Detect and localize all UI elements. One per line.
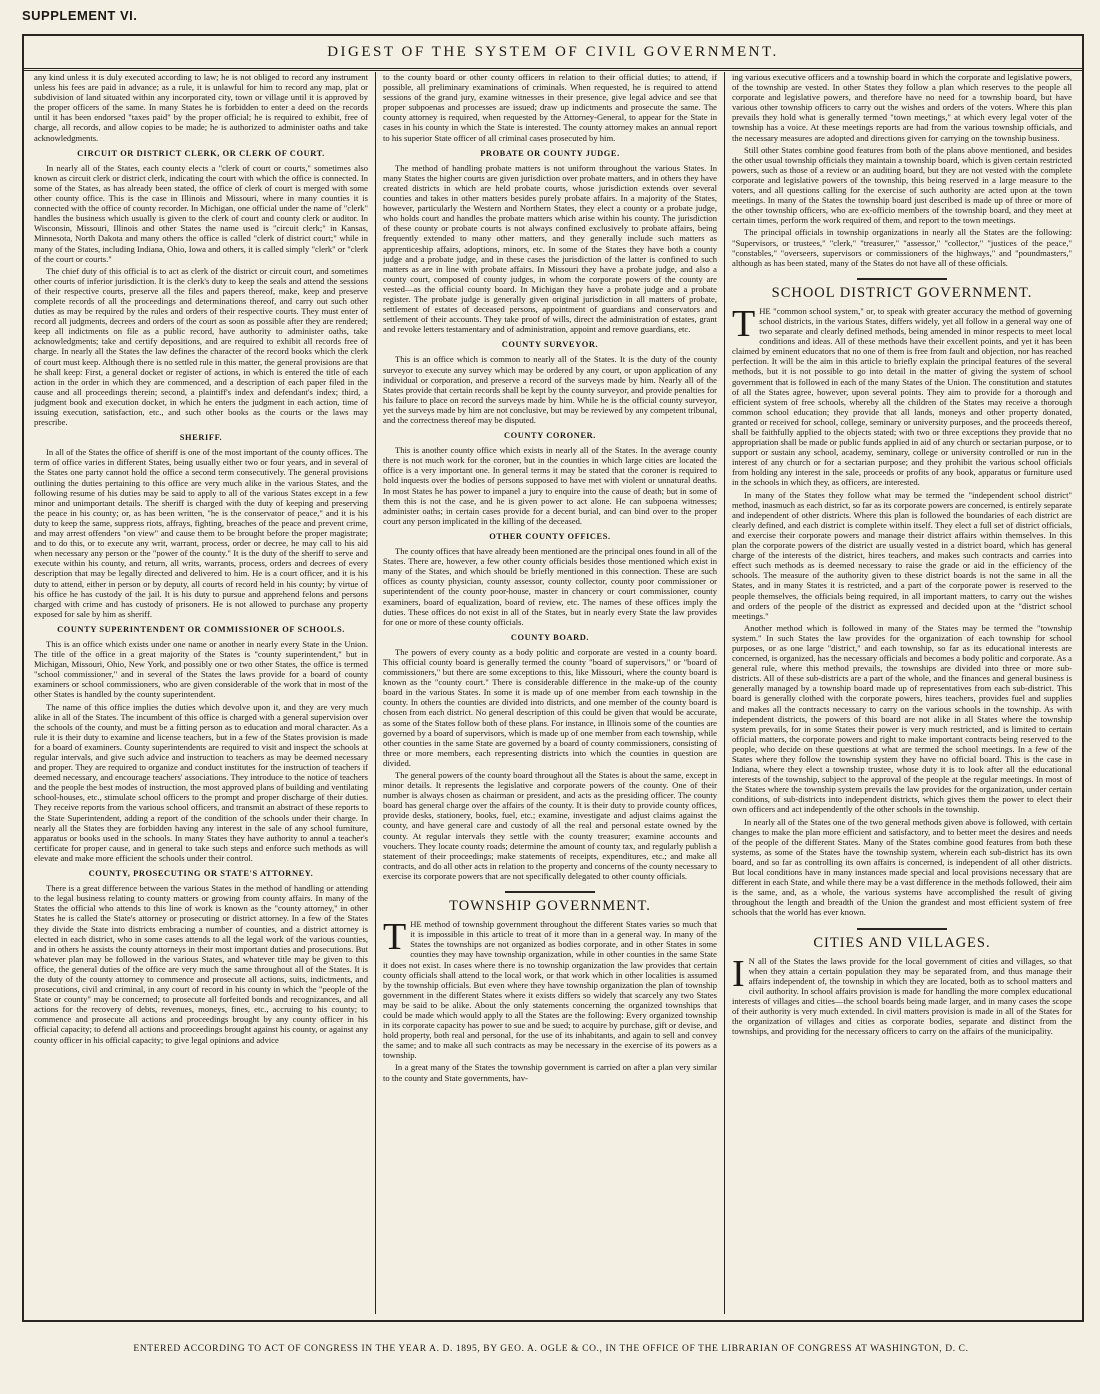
paragraph — [732, 302, 1072, 488]
paragraph: In a great many of the States the township government is carried on after a plan very similar to the county and State governments, hav- — [383, 1062, 717, 1083]
heading-probate-judge: PROBATE OR COUNTY JUDGE. — [480, 148, 620, 158]
col3-intro: ing various executive officers and a township board in which the corporate and legislative powers, of the township are vested. In other States they follow a plan which reserves to the people all corporate and legislative powers, and therefore have no need for a township board, but have various other township officers to carry out the wishes and orders of the voters. Where this plan prevails they hold what is generally termed "town meetings," at which every legal voter of the township has a voice. At these meetings reports are had from the various township officials, and the necessary measures are adopted and directions given for carrying on the township business. — [732, 72, 1072, 143]
school-section-header — [732, 278, 1072, 301]
paragraph: This is an office which is common to nearly all of the States. It is the duty of the county surveyor to execute any survey which may be ordered by any court, or upon application of any individual or corporation, and preserve a record of the surveys made by him. Nearly all of the States provide that certain records shall be kept by the county surveyor, and provide penalties for his failure to place on record the surveys made by him. While he is the official county surveyor, yet the surveys made by him are not conclusive, but may be reviewed by any competent tribunal, and the correctness thereof may be disputed. — [383, 354, 717, 425]
paragraph: Still other States combine good features from both of the plans above mentioned, and besides the other usual township officials they maintain a township board, which is given certain restricted powers, such as those of a review or an auditing board, but they are not vested with the complete corporate and legislative powers of the township, this being reserved in a large measure to the voters, and all questions calling for the exercise of such authority are acted upon at the town meetings. In many of the States the township board just described is made up of three or more of the other township officers, who are ex-officio members of the township board, and they meet at certain times, perform the work required of them, and report to the town meetings. — [732, 144, 1072, 226]
paragraph: The powers of every county as a body politic and corporate are vested in a county board. This official county board is generally termed the county "board of supervisors," or "board of commissioners," but there are some exceptions to this, like Missouri, where the county board is known as the "county court." There is considerable difference in the make-up of the county board in the various States. In some it is made up of one member from each township in the county. In others the counties are divided into districts, and one member of the county board is chosen from each district. No general description of this could be given that would be accurate, as some of the States follow both of these plans. For instance, in Illinois some of the counties are governed by a board of supervisors, which is made up of one member from each township, while other counties in the same State are governed by a board of county commissioners, consisting of three or more members, each representing districts into which the counties in question are divided. — [383, 646, 717, 768]
heading-sheriff: SHERIFF. — [179, 433, 223, 443]
page-frame — [22, 34, 1084, 1322]
township-section-header — [383, 891, 717, 915]
col1-intro: any kind unless it is duly executed according to law; he is not obliged to record any instrument unless his fees are paid in advance; as a rule, it is unlawful for him to record any map, plat or subdivision of land situated within any incorporated city, town or village until it is approved by the proper officers of the same. In many States he is forbidden to enter a deed on the records until it has been endorsed "taxes paid" by the proper official; he is required to exhibit, free of charge, all records, and allow copies to be made; he is authorized to administer oaths and take acknowledgments. — [34, 72, 368, 143]
drop-cap: I — [732, 952, 745, 995]
paragraph — [383, 916, 717, 1061]
cities-section-header — [732, 928, 1072, 951]
heading-school-district-government: SCHOOL DISTRICT GOVERNMENT. — [771, 284, 1033, 301]
column-divider-2 — [724, 72, 725, 1314]
drop-cap: T — [383, 916, 407, 959]
section-rule — [857, 928, 947, 930]
section-rule — [857, 278, 947, 280]
paragraph: There is a great difference between the various States in the method of handling or attending to the legal business relating to county matters or growing from county affairs. In many of the States the official who attends to this line of work is known as the "county attorney," in other States he is called the State's attorney or prosecuting or district attorney. In a few of the States they divide the State into districts embracing a number of counties, and a district attorney is elected in each district, who in some cases attends to all the legal work of the various counties, and in others he assists the county attorneys in their most important duties and prosecutions. But whatever plan may be followed in the various States, and whatever title may be given to this office, the general duties of the office are very much the same throughout all of the States. It is the duty of the county attorney to commence and prosecute all actions, suits, indictments, and prosecutions, civil and criminal, in any court of record in his county in which the "people of the State or county" may be concerned; to prosecute all forfeited bonds and recognizances, and all actions for the recovery of debts, revenues, moneys, fines, etc., accruing to his county; to commence and prosecute all actions and proceedings brought by any county officer in his official capacity; to defend all actions and proceedings brought against his county, or against any county officer in his official capacity; to give legal opinions and advice — [34, 883, 368, 1045]
paragraph-text: HE method of township government throughout the different States varies so much that it is impossible in this article to treat of it more than in a general way. In many of the States the townships are not organized as bodies corporate, and in other States in some counties they may have township organization, while in other counties in the same State it does not exist. In cases where there is no township organization the law provides that certain county officials shall attend to the local work, or that work which in other localities is assumed by the township officials. But even where they have township organization the plan of township government in the different States where it exists differs so widely that scarcely any two States may be said to be alike. About the only statements concerning the organized townships that could be made which would apply to all the States are the following: Every organized township in its corporate capacity has power to sue and be sued; to acquire by purchase, gift or devise, and hold property, both real and personal, for the use of its inhabitants, and again to sell and convey the same; and to make all such contracts as may be necessary in the exercise of its powers as a township. — [383, 919, 717, 1061]
paragraph-text: N all of the States the laws provide for the local government of cities and villages, so that when they attain a certain population they may be separated from, and thus manage their affairs independent of, the township in which they are located, both as to school matters and civil authority. In school affairs provision is made for handling the more complex educational interests of villages and cities—the school boards being made larger, and in many cases the scope of their authority is very much extended. In civil matters provision is made in all of the States for the organization of villages and cities as corporate bodies, separate and distinct from the townships, and providing for the necessary officers to carry on the affairs of the municipality. — [732, 955, 1072, 1037]
paragraph: The general powers of the county board throughout all the States is about the same, except in minor details. It represents the legislative and corporate powers of the county. One of their number is always chosen as chairman or president, and acts as the presiding officer. The county board has general charge over the affairs of the county. It is their duty to provide county offices, provide desks, stationery, books, fuel, etc.; examine, investigate and adjust claims against the county, and have general care and custody of all the real and personal estate owned by the county. At regular intervals they settle with the county treasurer; examine accounts and vouchers. They locate county roads; determine the amount of county tax, and regularly publish a statement of their proceedings; make statements of receipts, expenditures, etc.; and make all contracts, and do all other acts in relation to the property and concerns of the county necessary to exercise its corporate powers that are not specifically delegated to other county officials. — [383, 770, 717, 881]
supplement-label: SUPPLEMENT VI. — [22, 8, 138, 23]
paragraph: Another method which is followed in many of the States may be termed the "township system." In such States the law provides for the organization of each township for school purposes, or as one large "district," and each township, so far as its educational interests are concerned, is organized, has the necessary officials and becomes a body politic and corporate. As a general rule, where this method prevails, the townships are divided into three or more sub-districts. All of these sub-districts are a part of the whole, and the finances and general business is generally managed by a township board made up of representatives from each sub-district. This board is generally clothed with the corporate powers, hires teachers, provides fuel and supplies and makes all the contracts necessary to carry on the various schools in the township. As with independent districts, the powers of this board are not alike in all States where the township system prevails, for in some States their power is very much restricted, and is limited to certain official matters, the corporate powers and right to make important contracts being reserved to the people, who decide on these questions at what are termed the school meetings. In a few of the States where they follow the township system they have no official board. This is the case in Indiana, where they elect a township trustee, whose duty it is to look after all the educational interests of the township, subject to the approval of the people at the regular meetings. In most of the States where the township system prevails the law provides for the organization, under certain conditions, of sub-districts into independent districts, which gives them the power to elect their own officers and act independently of the other schools in the township. — [732, 622, 1072, 815]
heading-other-county-offices: OTHER COUNTY OFFICES. — [489, 531, 611, 541]
paragraph: The chief duty of this official is to act as clerk of the district or circuit court, and sometimes other courts of inferior jurisdiction. It is the clerk's duty to keep the seals and attend the sessions of their respective courts, preserve all the files and papers thereof, make, keep and preserve complete records of all the proceedings and determinations thereof, and carry out such other duties as may be required by the rules and orders of their respective courts. They must enter of record all judgments, decrees and orders of the court as soon as possible after they are rendered; keep all indictments on file as a public record, have authority to administer oaths, take acknowledgments; take and certify depositions, and are required to exhibit all records free of charge. In nearly all the States the law defines the character of the record books which the clerk of court must keep. Although there is no settled rule in this matter, the general provisions are that he shall keep: First, a general docket or register of actions, in which is entered the title of each action in the order in which they are commenced, and a description of each paper filed in the cause and all proceedings therein; second, a plaintiff's index and defendant's index; third, a judgment book and execution docket, in which he enters the judgment in each action, time of issuing execution, satisfaction, etc., and such other books as the courts or the laws may prescribe. — [34, 265, 368, 428]
heading-cities-and-villages: CITIES AND VILLAGES. — [813, 934, 991, 951]
heading-county-coroner: COUNTY CORONER. — [504, 431, 596, 441]
heading-county-board: COUNTY BOARD. — [510, 632, 590, 642]
col2-intro: to the county board or other county officers in relation to their official duties; to attend, if possible, all preliminary examinations of criminals. When requested, he is required to attend sessions of the grand jury, examine witnesses in their presence, give legal advice and see that proper subpoenas and processes are issued; draw up indictments and prosecute the same. The county attorney is required, when requested by the Attorney-General, to appear for the State in cases in his county in which the State is interested. The county attorney makes an annual report to his superior State officer of all criminal cases prosecuted by him. — [383, 72, 717, 143]
paragraph: The method of handling probate matters is not uniform throughout the various States. In many States the higher courts are given jurisdiction over probate matters, and in others they have created districts in which are held probate courts, whose jurisdiction extends over several counties and takes in other matters besides purely probate affairs. In a majority of the States, however, particularly the Western and Northern States, they elect a county or a probate judge, who holds court and handles the probate matters which arise within his county. The jurisdiction of these county or probate courts is not always confined exclusively to probate affairs, being frequently extended to many other matters, and they generally include such matters as apprenticeship affairs, adoptions, minors, etc. In some of the States they have both a county judge and a probate judge, and in these cases the jurisdiction of the latter is confined to such matters as are in line with probate affairs. In Missouri they have a probate judge, and also a county court, composed of county judges, in whom the corporate powers of the county are vested—as the official county board. In Michigan they have a probate judge and a probate register. The probate judge is generally given original jurisdiction in all matters of probate, settlement of estates of deceased persons, appointment of guardians and conservators and settlement of their accounts. They take proof of wills, direct the administration of estates, grant and revoke letters testamentary and of administration, appoint and remove guardians, etc. — [383, 162, 717, 335]
header-band — [24, 36, 1082, 71]
copyright-footer: ENTERED ACCORDING TO ACT OF CONGRESS IN THE YEAR A. D. 1895, BY GEO. A. OGLE & CO., IN THE OFFICE OF THE LIBRARIAN OF CONGRESS AT WASHINGTON, D. C. — [133, 1344, 969, 1354]
heading-county-superintendent: COUNTY SUPERINTENDENT OR COMMISSIONER OF SCHOOLS. — [57, 624, 345, 634]
heading-clerk-of-court: CIRCUIT OR DISTRICT CLERK, OR CLERK OF COURT. — [77, 148, 325, 158]
paragraph: The county offices that have already been mentioned are the principal ones found in all of the States. There are, however, a few other county officials besides those mentioned which exist in many of the States, and which should be briefly mentioned in this connection. These are such offices as county physician, county assessor, county collector, county poor commissioner or superintendent of the county poor-house, master in chancery or court commissioner, county examiners, board of equalization, board of review, etc. The names of these offices imply the duties. These offices do not exist in all of the States, but in nearly every State the law provides for one or more of these county officials. — [383, 546, 717, 627]
section-rule — [505, 891, 595, 893]
paragraph: In nearly all of the States, each county elects a "clerk of court or courts," sometimes also known as circuit clerk or district clerk, indicating the court with which the office is connected. In some of the States, as has already been stated, the office of clerk of court is merged with some other county office. This is the case in Illinois and Missouri, where in many counties it is connected with the office of county recorder. In Michigan, one official under the name of "clerk" handles the business which usually is given to the clerk of court and county clerk or auditor. In Wisconsin, Missouri, Illinois and other States the name used is "circuit clerk;" in Kansas, Minnesota, North Dakota and many others the office is called "clerk of district court;" while in many of the States, including Indiana, Ohio, Iowa and others, it is called simply "clerk" or "clerk of the court or courts." — [34, 162, 368, 264]
column-3 — [732, 72, 1072, 1314]
column-2 — [383, 72, 717, 1314]
paragraph: This is another county office which exists in nearly all of the States. In the average county there is not much work for the coroner, but in the counties in which large cities are located the office is a very important one. In general terms it may be stated that the coroner is required to hold inquests over the bodies of persons supposed to have met with violent or unnatural deaths. In most States he has power to impanel a jury to enquire into the cause of death; but in some of them this is not the case, and he is given power to act alone. He can subpoena witnesses; administer oaths; in certain cases provide for a decent burial, and can bind over to the proper court any person implicated in the killing of the deceased. — [383, 445, 717, 526]
paragraph: This is an office which exists under one name or another in nearly every State in the Union. The title of the office in a great majority of the States is "county superintendent," but in Michigan, Missouri, Ohio, New York, and possibly one or two other States, the office is termed "school commissioner," and in several of the States the laws provide for a board of county examiners or school commissioners, who are given considerable of the work that in most of the other States is handled by the county superintendent. — [34, 638, 368, 700]
heading-county-attorney: COUNTY, PROSECUTING OR STATE'S ATTORNEY. — [88, 869, 314, 879]
heading-county-surveyor: COUNTY SURVEYOR. — [501, 340, 599, 350]
paragraph: The principal officials in township organizations in nearly all the States are the following: "Supervisors, or trustees," "clerk," "treasurer," "assessor," "collector," "justices of the peace," "constables," "overseers, supervisors or commissioners of the highways," and "poundmasters," although as has been stated, many of the States do not have all of these officials. — [732, 227, 1072, 268]
paragraph — [732, 952, 1072, 1037]
paragraph: In many of the States they follow what may be termed the "independent school district" method, inasmuch as each district, so far as its corporate powers are concerned, is entirely separate and independent of other districts. Where this plan is followed the boundaries of each district are clearly defined, and each district is complete within itself. They elect a full set of district officials, and exercise their corporate powers and manage their district affairs within themselves. In this plan the corporate powers of the district are usually vested in a district board, which has general charge of the interests of the district, hires teachers, and makes such contracts and carries into effect such methods as is deemed necessary to raise the grade or aid in the efficiency of the schools. The measure of the authority given to these district boards is not the same in all the States, and in many States it is restricted, and a part of the corporate power is reserved to the people themselves, the officials being required, in all important matters, to carry out the wishes and orders of the people of the district as expressed and decided upon at the "district school meetings." — [732, 489, 1072, 621]
drop-cap: T — [732, 302, 756, 345]
column-1 — [34, 72, 368, 1314]
heading-township-government: TOWNSHIP GOVERNMENT. — [449, 898, 651, 915]
paragraph-text: HE "common school system," or, to speak with greater accuracy the method of governing school districts, in the various States, differs widely, yet all follow in a general way one of two separate and clearly defined methods, being amended in minor respects to meet local conditions and ideas. All of these methods have their excellent points, and yet it has been claimed by eminent educators that no one of them is free from fault and objection, nor has reached perfection. It will be the aim in this article to briefly explain the principal features of the several methods, but it is not possible to go into detail in the matter of giving the system of school government that is followed in each of the many States of the Union. The constitution and statutes of all the States agree, however, upon several points. They aim to provide for a thorough and efficient system of free schools, whereby all the children of the States may receive a thorough common school education; they provide that all lands, moneys and other property donated, granted or received for school, college, seminary or university purposes, and the proceeds thereof, shall be faithfully applied to the objects stated; with two or three exceptions they provide that no appropriation shall be made or public funds applied in aid of any church or sectarian purpose, or to support or sustain any school, academy, seminary, college or university controlled or run in the interest of any church or for a sectarian purpose; and they prohibit the various school officials from holding any interest in the sale, proceeds or profits of any book, apparatus or furniture used in the schools in which they, as officers, are interested. — [732, 305, 1072, 488]
paragraph: The name of this office implies the duties which devolve upon it, and they are very much alike in all of the States. The incumbent of this office is charged with a general supervision over the schools of the county, and must be a fitting person as to education and moral character. As a rule it is their duty to examine and license teachers, but in a few of the States provision is made for a board of examiners. County superintendents are required to visit and inspect the schools at regular intervals, and give such advice and instruction to teachers as may be deemed necessary and proper. They are required to organize and conduct institutes for the instruction of teachers if deemed necessary, and encourage teachers' associations. They introduce to the notice of teachers and the people the best modes of instruction, the most approved plans of building and ventilating school-houses, etc., stimulate school officers to the prompt and proper discharge of their duties. They receive reports from the various school officers, and transmit an abstract of these reports to the State Superintendent, adding a report of the condition of the schools under their charge. In nearly all the States they are forbidden having any interest in the sale of any school furniture, apparatus or books used in the schools. In many States they have authority to annul a teacher's certificate for proper cause, and in general to take such steps and enforce such methods as will elevate and make more efficient the schools under their control. — [34, 701, 368, 863]
page-title: DIGEST OF THE SYSTEM OF CIVIL GOVERNMENT. — [327, 43, 779, 60]
column-divider-1 — [375, 72, 376, 1314]
paragraph: In all of the States the office of sheriff is one of the most important of the county offices. The term of office varies in different States, being usually either two or four years, and in several of the States one party cannot hold the office a second term consecutively. The general provisions outlining the duties pertaining to this office are very much alike in the various States, and the following resume of his duties may be said to apply to all of the various States except in a few minor and unimportant details. The sheriff is charged with the duty of keeping and preserving the peace in his county; or, as has been written, "he is the conservator of peace," and it is his duty to keep the same, suppress riots, affrays, fighting, breaches of the peace and prevent crime, and may arrest offenders "on view" and cause them to be brought before the proper magistrate; and to do this, or to execute any writ, warrant, process, order or decree, he may call to his aid when necessary any person or the "power of the county." It is the duty of the sheriff to serve and execute within his county, and return, all writs, warrants, process, orders and decrees of every description that may be legally directed and delivered to him. He is a court officer, and it is his duty to attend, either in person or by deputy, all courts of record held in his county; by virtue of his office he has custody of the jail. It is his duty to pursue and apprehend felons and persons charged with crime and has custody of prisoners. He is not allowed to purchase any property exposed for sale by him as sheriff. — [34, 447, 368, 619]
paragraph: In nearly all of the States one of the two general methods given above is followed, with certain changes to make the plan more efficient and satisfactory, and to better meet the desires and needs of the people of the different States. Many of the States combine good features from both these systems, as some of the States have the township system, wherein each sub-district has its own board, and so far as controlling its own affairs is concerned, is independent of all other districts. But local conditions have in many instances made special and local provisions necessary that are different in each State, and while there may be a vast difference in the methods followed, their aim is the same, and, as a whole, the various systems have accomplished the result of giving throughout the length and breadth of the Union the grandest and most efficient system of free schools that the world has ever known. — [732, 816, 1072, 918]
